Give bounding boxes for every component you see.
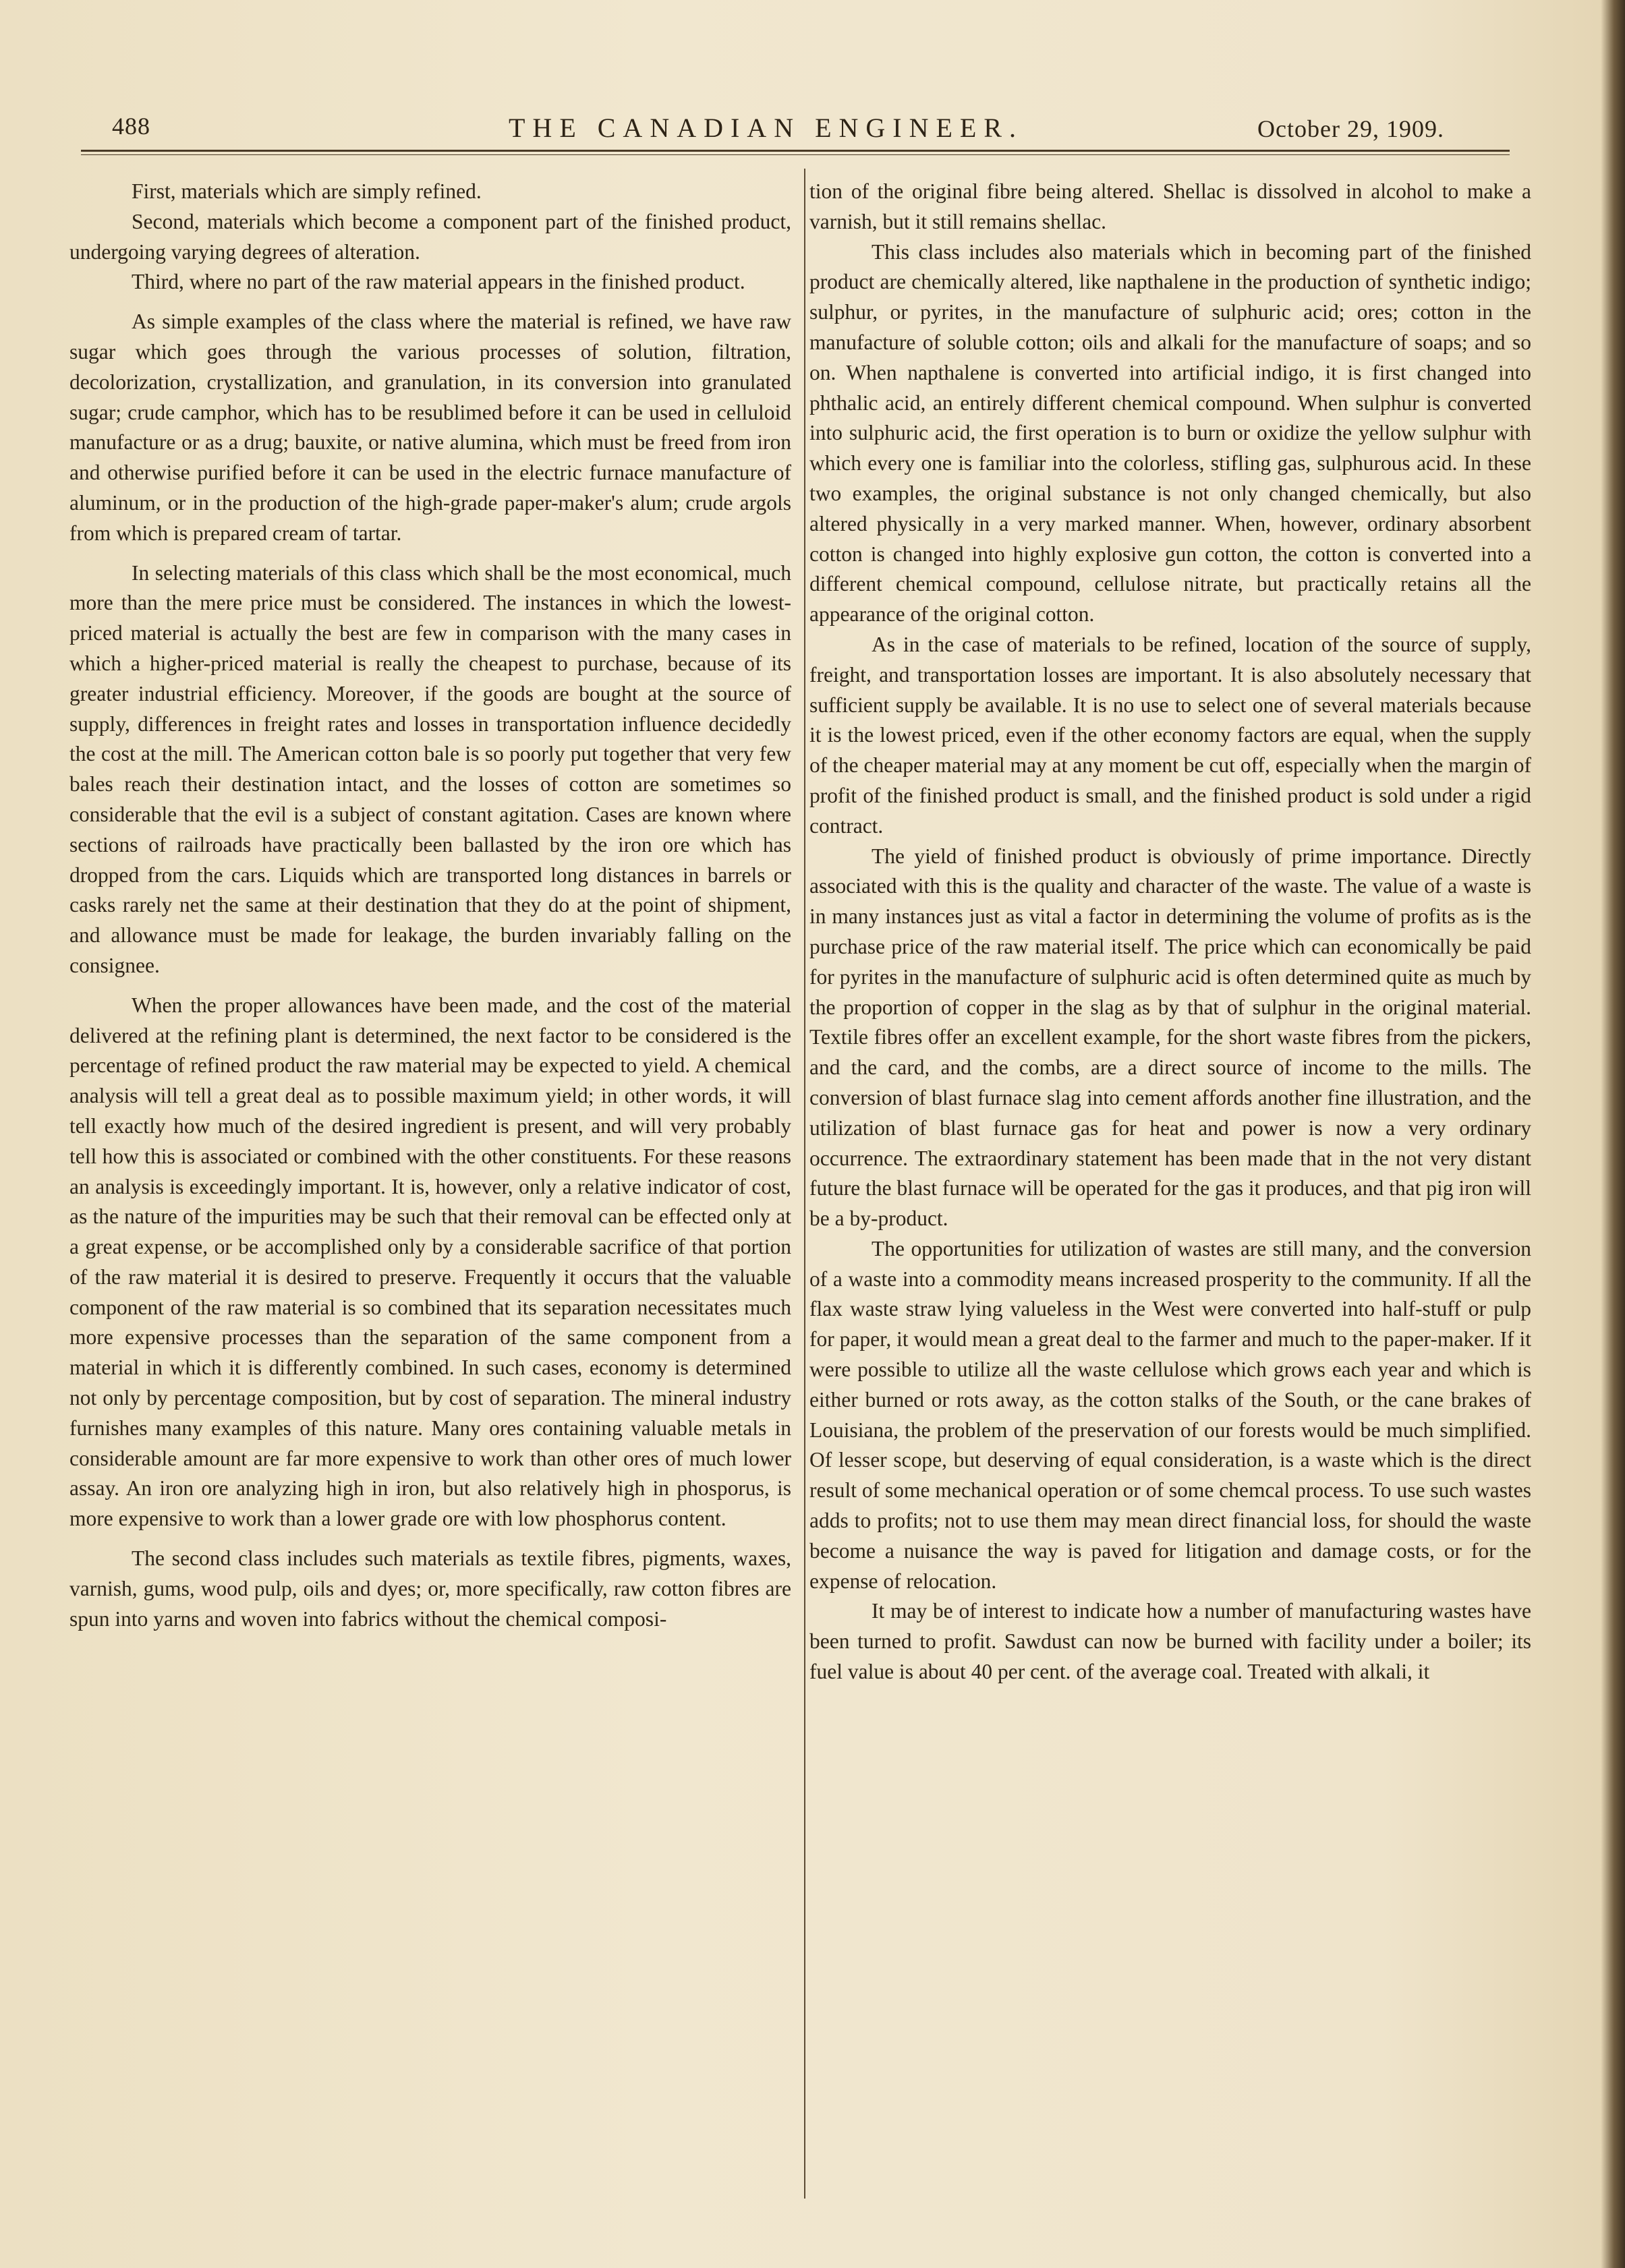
paragraph: First, materials which are simply refined. [132, 179, 482, 203]
paragraph: This class includes also materials which in becoming part of the finished product are chemically altered, like napthalene in the production of synthetic indigo; sulphur, or pyrites, in the manufacture of sulphuric acid; ores; cotton in the manufacture of soluble cotton; oils and alkali for the manufacture of soaps; and so on. When napthalene is converted into artificial indigo, it is first changed into phthalic acid, an entirely different chemical compound. When sulphur is converted into sulphuric acid, the first operation is to burn or oxidize the yellow sulphur with which every one is familiar into the colorless, stifling gas, sulphurous acid. In these two examples, the original substance is not only changed chemically, but also altered physically in a very marked manner. When, however, ordinary absorbent cotton is changed into highly explosive gun cotton, the cotton is converted into a different chemical compound, cellulose nitrate, but practically retains all the appearance of the original cotton. [809, 239, 1531, 627]
paragraph: The yield of finished product is obviously of prime importance. Directly associated with this is the quality and character of the waste. The value of a waste is in many instances just as vital a factor in determining the volume of profits as is the purchase price of the raw material itself. The price which can economically be paid for pyrites in the manufacture of sulphuric acid is often determined quite as much by the proportion of copper in the slag as by that of sulphur in the original material. Textile fibres offer an excellent example, for the short waste fibres from the pickers, and the card, and the combs, are a direct source of income to the mills. The conversion of blast furnace slag into cement affords another fine illustration, and the utilization of blast furnace gas for heat and power is now a very ordinary occurrence. The extraordinary statement has been made that in the not very distant future the blast furnace will be operated for the gas it produces, and that pig iron will be a by-product. [809, 844, 1531, 1231]
paragraph: The opportunities for utilization of wastes are still many, and the conversion of a waste into a commodity means increased prosperity to the community. If all the flax waste straw lying valueless in the West were converted into half-stuff or pulp for paper, it would mean a great deal to the farmer and much to the paper-maker. If it were possible to utilize all the waste cellulose which grows each year and which is either burned or rots away, as the cotton stalks of the South, or the cane brakes of Louisiana, the problem of the preservation of our forests would be much simplified. Of lesser scope, but deserving of equal consideration, is a waste which is the direct result of some mechanical operation or of some chemcal process. To use such wastes adds to profits; not to use them may mean direct financial loss, for should the waste become a nuisance the way is paved for litigation and damage costs, or for the expense of relocation. [809, 1236, 1531, 1593]
header-rule [81, 150, 1510, 155]
paragraph: When the proper allowances have been made, and the cost of the material delivered at the refining plant is determined, the next factor to be considered is the percentage of refined product the raw material may be expected to yield. A chemical analysis will tell a great deal as to possible maximum yield; in other words, it will tell exactly how much of the desired ingredient is present, and will very probably tell how this is associated or combined with the other constituents. For these reasons an analysis is exceedingly important. It is, however, only a relative indicator of cost, as the nature of the impurities may be such that their removal can be effected only at a great expense, or be accomplished only by a considerable sacrifice of that portion of the raw material it is desired to preserve. Frequently it occurs that the valuable component of the raw material is so combined that its separation necessitates much more expensive processes than the separation of the same component from a material in which it is differently combined. In such cases, economy is determined not only by percentage composition, but by cost of separation. The mineral industry furnishes many examples of this nature. Many ores containing valuable metals in considerable amount are far more expensive to work than other ores of much lower assay. An iron ore analyzing high in iron, but also relatively high in phosporus, is more expensive to work than a lower grade ore with low phosphorus content. [69, 993, 791, 1531]
right-column [809, 177, 1531, 1687]
paragraph: As simple examples of the class where the material is refined, we have raw sugar which goes through the various processes of solution, filtration, decolorization, crystallization, and granulation, in its conversion into granulated sugar; crude camphor, which has to be resublimed before it can be used in celluloid manufacture or as a drug; bauxite, or native alumina, which must be freed from iron and otherwise purified before it can be used in the electric furnace manufacture of aluminum, or in the production of the high-grade paper-maker's alum; crude argols from which is prepared cream of tartar. [69, 310, 791, 545]
journal-title: THE CANADIAN ENGINEER. [509, 113, 1024, 143]
column-divider [804, 169, 805, 2199]
left-column [69, 177, 791, 1634]
issue-date: October 29, 1909. [1257, 115, 1444, 142]
running-header [0, 101, 1625, 155]
paragraph: It may be of interest to indicate how a number of manufacturing wastes have been turned to profit. Sawdust can now be burned with facility under a boiler; its fuel value is about 40 per cent. of the average coal. Treated with alkali, it [809, 1599, 1531, 1684]
paragraph: In selecting materials of this class which shall be the most economical, much more than the mere price must be considered. The instances in which the lowest-priced material is actually the best are few in comparison with the many cases in which a higher-priced material is really the cheapest to purchase, because of its greater industrial efficiency. Moreover, if the goods are bought at the source of supply, differences in freight rates and losses in transportation influence decidedly the cost at the mill. The American cotton bale is so poorly put together that very few bales reach their destination intact, and the losses of cotton are sometimes so considerable that the evil is a subject of constant agitation. Cases are known where sections of railroads have practically been ballasted by the iron ore which has dropped from the cars. Liquids which are transported long distances in barrels or casks rarely net the same at their destination that they do at the point of shipment, and allowance must be made for leakage, the burden invariably falling on the consignee. [69, 560, 791, 977]
paragraph: tion of the original fibre being altered. Shellac is dissolved in alcohol to make a varnish, but it still remains shellac. [809, 179, 1531, 233]
page-edge-shadow [1601, 0, 1625, 2268]
paragraph: Second, materials which become a component part of the finished product, undergoing varying degrees of alteration. [69, 209, 791, 264]
paragraph: Third, where no part of the raw material appears in the finished product. [132, 270, 745, 294]
page-number: 488 [112, 113, 150, 140]
paragraph: As in the case of materials to be refined, location of the source of supply, freight, and transportation losses are important. It is also absolutely necessary that sufficient supply be available. It is no use to select one of several materials because it is the lowest priced, even if the other economy factors are equal, when the supply of the cheaper material may at any moment be cut off, especially when the margin of profit of the finished product is small, and the finished product is sold under a rigid contract. [809, 632, 1531, 838]
paragraph: The second class includes such materials as textile fibres, pigments, waxes, varnish, gums, wood pulp, oils and dyes; or, more specifically, raw cotton fibres are spun into yarns and woven into fabrics without the chemical composi- [69, 1546, 791, 1631]
